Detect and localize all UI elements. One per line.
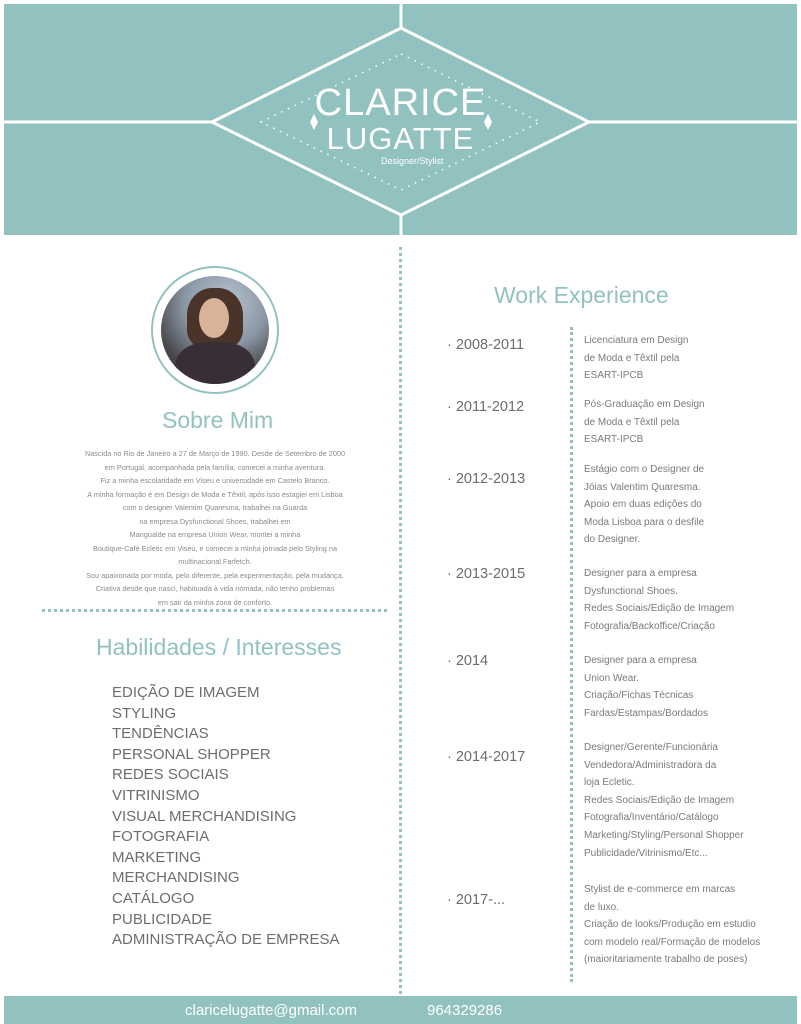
work-line: Designer para a empresa bbox=[584, 568, 697, 579]
last-name: LUGATTE bbox=[326, 121, 475, 156]
work-description bbox=[584, 652, 708, 722]
skills-title: Habilidades / Interesses bbox=[96, 634, 342, 660]
footer-bar bbox=[4, 996, 797, 1024]
work-year: · 2012-2013 bbox=[447, 471, 526, 487]
skill-item: EDIÇÃO DE IMAGEM bbox=[112, 684, 260, 701]
work-description bbox=[584, 881, 760, 969]
work-line: de luxo. bbox=[584, 901, 620, 913]
work-line: Estágio com o Designer de bbox=[584, 464, 705, 475]
about-line: Sou apaixonada por moda, pelo diferente, pela experimentação, pela mudança. bbox=[86, 570, 344, 580]
work-line: Marketing/Styling/Personal Shopper bbox=[584, 829, 744, 841]
work-line: Redes Sociais/Edição de Imagem bbox=[584, 794, 735, 806]
work-line: ESART-IPCB bbox=[584, 370, 644, 382]
skill-item: TENDÊNCIAS bbox=[112, 725, 209, 743]
work-line: (maioritariamente trabalho de poses) bbox=[584, 954, 748, 966]
column-divider bbox=[399, 247, 402, 994]
work-year: · 2014-2017 bbox=[447, 749, 526, 765]
work-line: de Moda e Têxtil pela bbox=[584, 416, 680, 428]
skill-item: STYLING bbox=[112, 704, 177, 722]
about-line: A minha formação é em Design de Moda e Têxtil, após isso estagiei em Lisboa bbox=[87, 489, 343, 499]
work-line: ESART-IPCB bbox=[584, 434, 644, 446]
skill-item: MERCHANDISING bbox=[112, 869, 240, 887]
work-year: · 2014 bbox=[447, 653, 489, 669]
work-line: de Moda e Têxtil pela bbox=[584, 352, 680, 364]
skill-item: PERSONAL SHOPPER bbox=[112, 745, 271, 763]
contact-phone[interactable]: 964329286 bbox=[427, 1002, 503, 1019]
work-year: · 2017-... bbox=[447, 892, 506, 908]
work-line: Redes Sociais/Edição de Imagem bbox=[584, 603, 735, 615]
about-line: com o designer Valentim Quaresma, trabalhei na Guarda bbox=[122, 503, 308, 512]
avatar bbox=[161, 276, 269, 384]
job-title: Designer/Stylist bbox=[381, 156, 444, 166]
skill-item: FOTOGRAFIA bbox=[112, 828, 210, 846]
about-line: em Portugal, acompanhada pela família, comecei a minha aventura. bbox=[104, 462, 326, 472]
skill-item: MARKETING bbox=[112, 848, 202, 866]
contact-email[interactable]: claricelugatte@gmail.com bbox=[185, 1002, 357, 1019]
work-line: Fardas/Estampas/Bordados bbox=[584, 707, 708, 719]
work-description bbox=[584, 396, 705, 449]
work-line: Apoio em duas edições do bbox=[584, 499, 702, 511]
work-line: Fotografia/Inventário/Catálogo bbox=[584, 812, 719, 824]
skill-item: REDES SOCIAIS bbox=[112, 766, 229, 784]
work-description bbox=[584, 565, 734, 635]
work-line: Dysfunctional Shoes. bbox=[584, 585, 678, 597]
about-text bbox=[60, 447, 370, 609]
skill-item: VISUAL MERCHANDISING bbox=[112, 807, 297, 825]
work-title: Work Experience bbox=[494, 282, 669, 308]
work-line: Moda Lisboa para o desfile bbox=[584, 516, 705, 528]
about-line: multinacional Farfetch. bbox=[178, 557, 252, 566]
work-line: Fotografia/Backoffice/Criação bbox=[584, 620, 715, 632]
work-line: Criação de looks/Produção em estudio bbox=[584, 919, 756, 931]
work-line: Designer/Gerente/Funcionária bbox=[584, 742, 718, 753]
first-name: CLARICE bbox=[314, 82, 487, 124]
work-year: · 2011-2012 bbox=[447, 399, 525, 415]
work-line: do Designer. bbox=[584, 534, 641, 546]
about-line: Nascida no Rio de Janeiro a 27 de Março de 1990. Desde de Setembro de 2000 bbox=[84, 449, 346, 458]
about-line: em sair da minha zona de conforto. bbox=[157, 597, 273, 607]
work-description bbox=[584, 461, 704, 549]
skill-item: PUBLICIDADE bbox=[112, 910, 213, 928]
work-line: Vendedora/Administradora da bbox=[584, 759, 717, 771]
work-line: loja Ecletic. bbox=[584, 777, 635, 789]
work-line: Pós-Graduação em Design bbox=[584, 399, 705, 410]
work-description bbox=[584, 332, 689, 385]
about-line: Mangualde na empresa Union Wear, montei a minha bbox=[129, 530, 301, 539]
about-line: na empresa Dysfunctional Shoes, trabalhei em bbox=[139, 516, 291, 526]
skills-list bbox=[112, 683, 340, 951]
skill-item: VITRINISMO bbox=[112, 786, 200, 804]
work-line: com modelo real/Formação de modelos bbox=[584, 936, 761, 948]
skill-item: CATÁLOGO bbox=[112, 889, 195, 907]
work-line: Criação/Fichas Técnicas bbox=[584, 690, 694, 702]
work-line: Publicidade/Vitrinismo/Etc... bbox=[584, 847, 708, 859]
work-line: Union Wear. bbox=[584, 672, 639, 684]
about-line: Boutique-Café Ecletic em Viseu, e comecei a minha jornada pelo Styling na bbox=[92, 543, 338, 553]
section-divider bbox=[42, 609, 387, 612]
work-line: Designer para a empresa bbox=[584, 655, 697, 666]
skill-item: ADMINISTRAÇÃO DE EMPRESA bbox=[112, 931, 340, 949]
about-line: Fiz a minha escolaridade em Viseu e universidade em Castelo Branco. bbox=[100, 476, 330, 485]
work-line: Stylist de e-commerce em marcas bbox=[584, 884, 736, 895]
work-description bbox=[584, 739, 744, 862]
about-line: Criativa desde que nasci, habituada à vida nómada, não tenho problemas bbox=[95, 584, 335, 593]
work-year: · 2013-2015 bbox=[447, 566, 526, 582]
work-line: Jóias Valentim Quaresma. bbox=[584, 481, 701, 493]
work-year: · 2008-2011 bbox=[447, 337, 525, 353]
avatar-frame bbox=[151, 266, 279, 394]
about-title: Sobre Mim bbox=[162, 407, 274, 433]
work-line: Licenciatura em Design bbox=[584, 335, 689, 346]
timeline-divider bbox=[570, 327, 573, 982]
